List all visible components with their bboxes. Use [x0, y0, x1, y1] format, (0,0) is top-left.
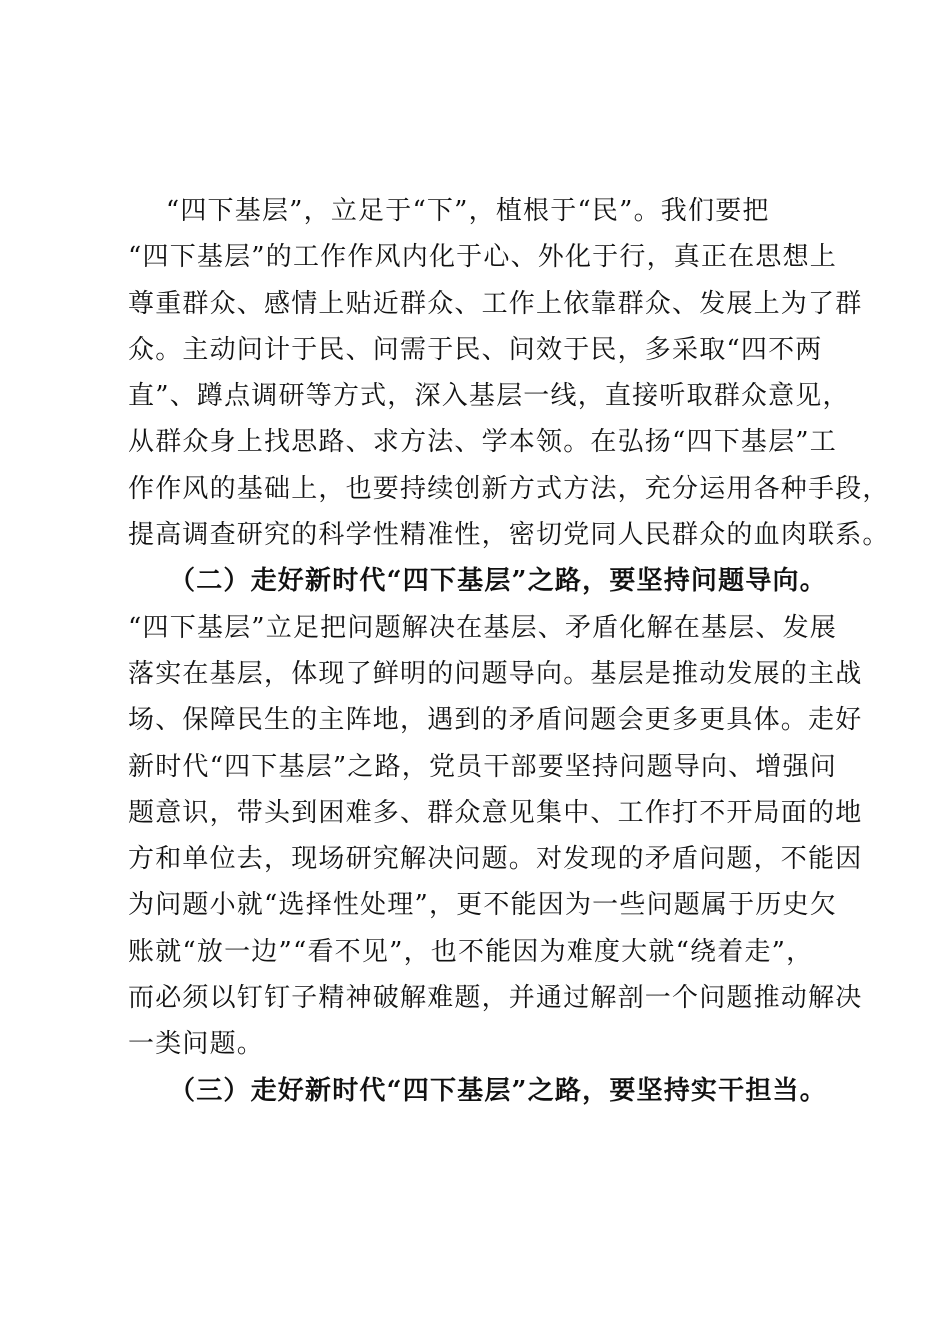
- document-body: [128, 188, 890, 1114]
- body-line: 直”、蹲点调研等方式，深入基层一线，直接听取群众意见，: [128, 381, 850, 412]
- section-heading-2: （二）走好新时代“四下基层”之路，要坚持问题导向。: [128, 566, 827, 597]
- body-line: 一类问题。: [128, 1029, 265, 1060]
- body-line: 而必须以钉钉子精神破解难题，并通过解剖一个问题推动解决: [128, 983, 863, 1014]
- body-line: 落实在基层，体现了鲜明的问题导向。基层是推动发展的主战: [128, 658, 863, 689]
- body-line: “四下基层”，立足于“下”，植根于“民”。我们要把: [128, 196, 770, 226]
- section-heading-3: （三）走好新时代“四下基层”之路，要坚持实干担当。: [128, 1075, 827, 1106]
- body-line: 场、保障民生的主阵地，遇到的矛盾问题会更多更具体。走好: [128, 705, 863, 736]
- body-line: 题意识，带头到困难多、群众意见集中、工作打不开局面的地: [128, 797, 863, 828]
- body-line: 提高调查研究的科学性精准性，密切党同人民群众的血肉联系。: [128, 520, 890, 551]
- body-line: “四下基层”立足把问题解决在基层、矛盾化解在基层、发展: [128, 612, 837, 643]
- body-line: 众。主动问计于民、问需于民、问效于民，多采取“四不两: [128, 334, 823, 365]
- body-line: “四下基层”的工作作风内化于心、外化于行，真正在思想上: [128, 242, 837, 273]
- body-line: 账就“放一边”“看不见”，也不能因为难度大就“绕着走”，: [128, 936, 814, 967]
- body-line: 从群众身上找思路、求方法、学本领。在弘扬“四下基层”工: [128, 427, 837, 458]
- body-line: 为问题小就“选择性处理”，更不能因为一些问题属于历史欠: [128, 890, 837, 921]
- body-line: 新时代“四下基层”之路，党员干部要坚持问题导向、增强问: [128, 751, 837, 782]
- body-line: 方和单位去，现场研究解决问题。对发现的矛盾问题，不能因: [128, 844, 863, 875]
- body-line: 作作风的基础上，也要持续创新方式方法，充分运用各种手段，: [128, 473, 890, 504]
- body-line: 尊重群众、感情上贴近群众、工作上依靠群众、发展上为了群: [128, 288, 863, 319]
